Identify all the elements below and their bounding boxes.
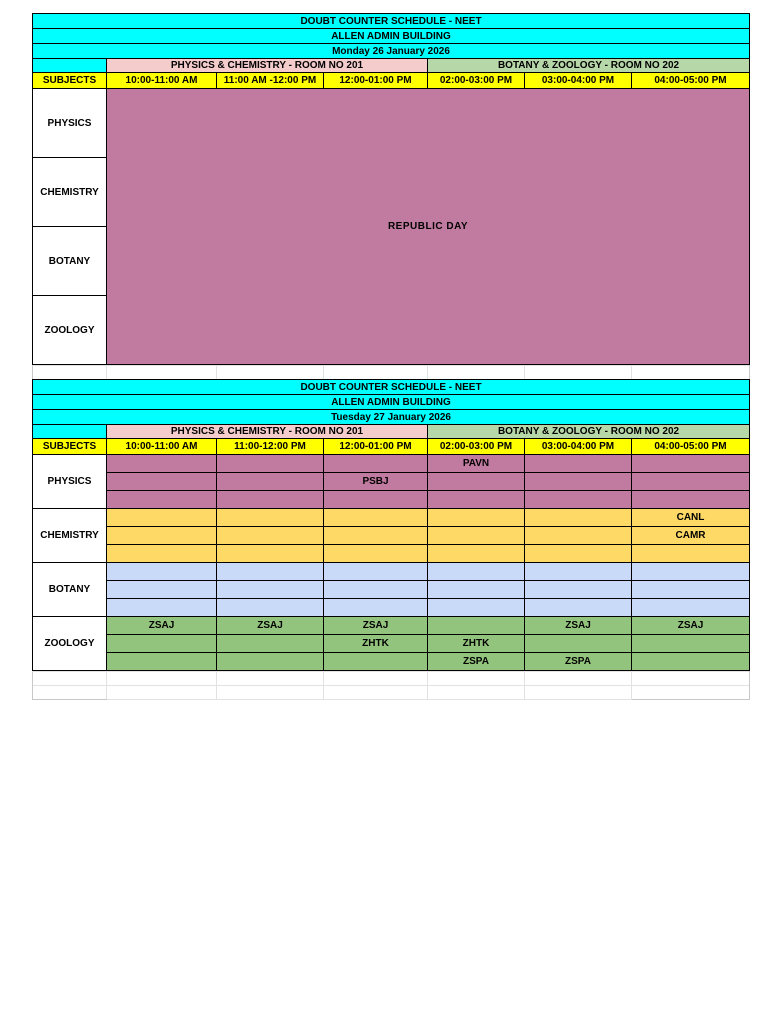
- slot-header: 10:00-11:00 AM: [107, 73, 217, 89]
- slot-header: 03:00-04:00 PM: [525, 439, 632, 455]
- schedule-cell: PAVN: [428, 455, 525, 473]
- schedule-cell: [632, 563, 750, 581]
- schedule-cell: ZSAJ: [107, 617, 217, 635]
- schedule-cell: [632, 599, 750, 617]
- schedule-cell: [428, 599, 525, 617]
- schedule-cell: ZSPA: [525, 653, 632, 671]
- schedule-cell: [525, 599, 632, 617]
- schedule-cell: [107, 653, 217, 671]
- schedule-cell: [107, 527, 217, 545]
- schedule-cell: [428, 581, 525, 599]
- schedule-cell: ZHTK: [324, 635, 428, 653]
- schedule-cell: [525, 545, 632, 563]
- schedule-cell: [632, 491, 750, 509]
- subject-label-physics: PHYSICS: [33, 455, 107, 509]
- subject-label-zoology: ZOOLOGY: [33, 617, 107, 671]
- schedule-cell: [525, 455, 632, 473]
- slot-header: 10:00-11:00 AM: [107, 439, 217, 455]
- room-right-header: BOTANY & ZOOLOGY - ROOM NO 202: [428, 425, 750, 439]
- slot-header: 04:00-05:00 PM: [632, 439, 750, 455]
- schedule-cell: [525, 491, 632, 509]
- spacer-rows: [32, 365, 750, 379]
- schedule-cell: [107, 635, 217, 653]
- schedule-cell: [525, 563, 632, 581]
- schedule-date: Monday 26 January 2026: [33, 44, 750, 59]
- schedule-cell: [217, 473, 324, 491]
- schedule-cell: [324, 653, 428, 671]
- schedule-cell: [217, 563, 324, 581]
- schedule-cell: [632, 473, 750, 491]
- room-left-header: PHYSICS & CHEMISTRY - ROOM NO 201: [107, 59, 428, 73]
- schedule-cell: [324, 527, 428, 545]
- schedule-title: DOUBT COUNTER SCHEDULE - NEET: [33, 14, 750, 29]
- schedule-cell: [217, 455, 324, 473]
- schedule-cell: [525, 527, 632, 545]
- schedule-cell: [525, 635, 632, 653]
- schedule-cell: CAMR: [632, 527, 750, 545]
- schedule-date: Tuesday 27 January 2026: [33, 410, 750, 425]
- blank-cell: [33, 59, 107, 73]
- slot-header: 02:00-03:00 PM: [428, 73, 525, 89]
- schedule-cell: ZSAJ: [632, 617, 750, 635]
- subject-label-physics: PHYSICS: [33, 89, 107, 158]
- slot-header: 12:00-01:00 PM: [324, 73, 428, 89]
- slot-header: 11:00-12:00 PM: [217, 439, 324, 455]
- schedule-cell: [324, 581, 428, 599]
- schedule-cell: [324, 599, 428, 617]
- schedule-cell: [217, 653, 324, 671]
- slot-header: 12:00-01:00 PM: [324, 439, 428, 455]
- schedule-cell: [525, 581, 632, 599]
- schedule-cell: [428, 473, 525, 491]
- slot-header: 03:00-04:00 PM: [525, 73, 632, 89]
- schedule-cell: [217, 635, 324, 653]
- slot-header: 11:00 AM -12:00 PM: [217, 73, 324, 89]
- slot-header: 02:00-03:00 PM: [428, 439, 525, 455]
- room-right-header: BOTANY & ZOOLOGY - ROOM NO 202: [428, 59, 750, 73]
- schedule-cell: [632, 455, 750, 473]
- schedule-cell: [324, 455, 428, 473]
- schedule-cell: [428, 617, 525, 635]
- subject-label-botany: BOTANY: [33, 563, 107, 617]
- schedule-cell: [107, 563, 217, 581]
- schedule-cell: [428, 527, 525, 545]
- schedule-cell: [428, 491, 525, 509]
- schedule-cell: [324, 509, 428, 527]
- monday-schedule-table: [32, 13, 750, 365]
- room-left-header: PHYSICS & CHEMISTRY - ROOM NO 201: [107, 425, 428, 439]
- schedule-cell: [525, 509, 632, 527]
- schedule-title: DOUBT COUNTER SCHEDULE - NEET: [33, 380, 750, 395]
- schedule-cell: [525, 473, 632, 491]
- holiday-banner: REPUBLIC DAY: [107, 89, 750, 365]
- building-name: ALLEN ADMIN BUILDING: [33, 29, 750, 44]
- schedule-cell: ZSPA: [428, 653, 525, 671]
- schedule-cell: [107, 509, 217, 527]
- schedule-cell: [324, 563, 428, 581]
- schedule-cell: [107, 491, 217, 509]
- schedule-cell: [217, 581, 324, 599]
- schedule-cell: [107, 599, 217, 617]
- trailing-empty-rows: [32, 671, 750, 700]
- schedule-cell: [107, 455, 217, 473]
- schedule-cell: [324, 545, 428, 563]
- schedule-sheet: [32, 13, 749, 700]
- schedule-cell: PSBJ: [324, 473, 428, 491]
- schedule-cell: [217, 599, 324, 617]
- subject-label-zoology: ZOOLOGY: [33, 296, 107, 365]
- schedule-cell: ZHTK: [428, 635, 525, 653]
- blank-cell: [33, 425, 107, 439]
- schedule-cell: [632, 545, 750, 563]
- schedule-cell: [428, 509, 525, 527]
- tuesday-schedule-table: [32, 379, 750, 671]
- schedule-cell: [217, 491, 324, 509]
- subject-label-chemistry: CHEMISTRY: [33, 509, 107, 563]
- schedule-cell: [217, 545, 324, 563]
- subject-label-chemistry: CHEMISTRY: [33, 158, 107, 227]
- schedule-cell: [217, 527, 324, 545]
- schedule-cell: [428, 545, 525, 563]
- schedule-cell: [632, 581, 750, 599]
- schedule-cell: [324, 491, 428, 509]
- subject-label-botany: BOTANY: [33, 227, 107, 296]
- schedule-cell: CANL: [632, 509, 750, 527]
- building-name: ALLEN ADMIN BUILDING: [33, 395, 750, 410]
- subjects-label: SUBJECTS: [33, 439, 107, 455]
- schedule-cell: ZSAJ: [324, 617, 428, 635]
- schedule-cell: [217, 509, 324, 527]
- schedule-cell: ZSAJ: [525, 617, 632, 635]
- subjects-label: SUBJECTS: [33, 73, 107, 89]
- slot-header: 04:00-05:00 PM: [632, 73, 750, 89]
- schedule-cell: [107, 581, 217, 599]
- schedule-cell: ZSAJ: [217, 617, 324, 635]
- schedule-cell: [107, 545, 217, 563]
- schedule-cell: [632, 635, 750, 653]
- schedule-cell: [428, 563, 525, 581]
- schedule-cell: [632, 653, 750, 671]
- schedule-cell: [107, 473, 217, 491]
